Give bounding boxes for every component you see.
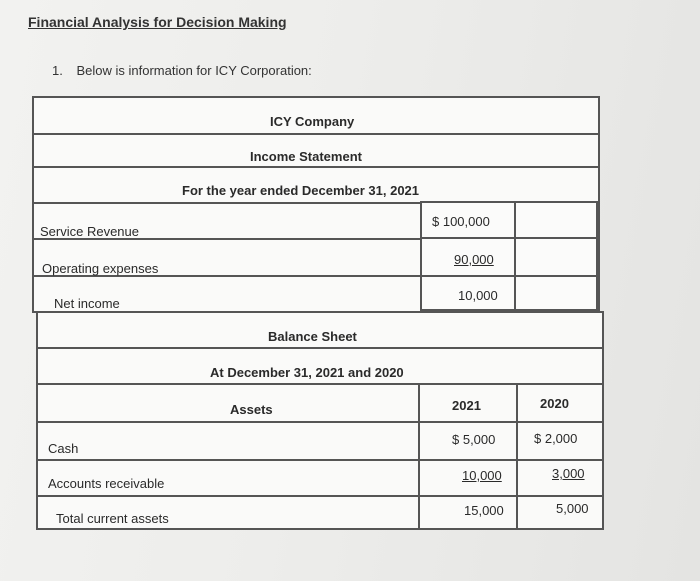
income-period: For the year ended December 31, 2021 [182,183,420,198]
service-revenue-label: Service Revenue [40,224,139,239]
net-income-label: Net income [54,296,120,311]
column-2021-heading: 2021 [452,398,481,413]
accounts-receivable-label: Accounts receivable [48,476,165,491]
balance-period-row [38,349,602,385]
operating-expenses-value-box [420,237,516,277]
balance-sheet-title: Balance Sheet [268,329,357,344]
cash-2021-value: $ 5,000 [452,432,496,447]
column-divider [418,385,420,528]
operating-expenses-value: 90,000 [454,252,494,267]
total-current-assets-label: Total current assets [56,511,169,526]
operating-expenses-label: Operating expenses [42,261,159,276]
company-name: ICY Company [270,114,355,129]
cash-2020-value: $ 2,000 [534,431,578,446]
operating-expenses-blank-box [514,237,598,277]
assets-heading: Assets [230,402,273,417]
income-statement-title: Income Statement [250,149,362,164]
net-income-value: 10,000 [458,288,498,303]
net-income-value-box [420,275,516,311]
service-revenue-value: $ 100,000 [432,214,490,229]
cash-label: Cash [48,441,79,456]
balance-title-row [38,313,602,349]
balance-sheet-table [36,311,604,530]
income-statement-row [34,135,598,168]
question-body: Below is information for ICY Corporation: [76,63,312,78]
income-company-row [34,98,598,135]
net-income-blank-box [514,275,598,311]
question-text [52,63,312,78]
balance-period: At December 31, 2021 and 2020 [210,365,404,380]
total-current-assets-2020-value: 5,000 [556,501,589,516]
total-current-assets-2021-value: 15,000 [464,503,504,518]
page-title: Financial Analysis for Decision Making [28,14,287,30]
income-period-row [34,168,598,204]
accounts-receivable-2021-value: 10,000 [462,468,502,483]
column-divider [516,385,518,528]
service-revenue-blank-box [514,201,598,239]
column-2020-heading: 2020 [540,396,569,411]
accounts-receivable-2020-value: 3,000 [552,466,585,481]
question-number: 1. [52,63,63,78]
service-revenue-value-box [420,201,516,239]
